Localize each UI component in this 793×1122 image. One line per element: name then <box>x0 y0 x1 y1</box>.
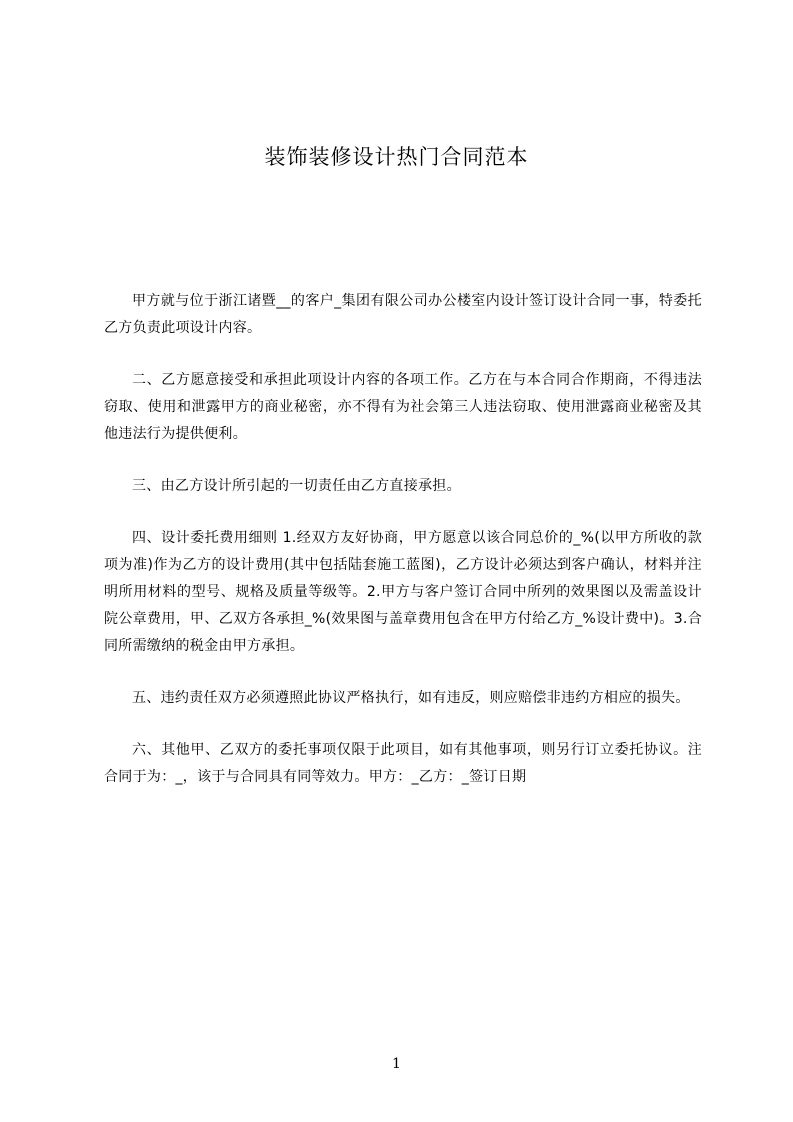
paragraph-section-2: 二、乙方愿意接受和承担此项设计内容的各项工作。乙方在与本合同合作期商，不得违法窃取、使用和泄露甲方的商业秘密，亦不得有为社会第三人违法窃取、使用泄露商业秘密及其他违法行为提供便利。 <box>104 372 702 442</box>
page-number: 1 <box>392 1056 401 1072</box>
document-title: 装饰装修设计热门合同范本 <box>264 145 529 169</box>
paragraph-section-4: 四、设计委托费用细则 1.经双方友好协商，甲方愿意以该合同总价的_%(以甲方所收的款项为准)作为乙方的设计费用(其中包括陆套施工蓝图)，乙方设计必须达到客户确认，材料并注明所用材料的型号、规格及质量等级等。2.甲方与客户签订合同中所列的效果图以及需盖设计院公章费用，甲、乙双方各承担_%(效果图与盖章费用包含在甲方付给乙方_%设计费中)。3.合同所需缴纳的税金由甲方承担。 <box>104 530 702 654</box>
paragraph-section-3: 三、由乙方设计所引起的一切责任由乙方直接承担。 <box>132 478 461 494</box>
paragraph-section-5: 五、违约责任双方必须遵照此协议严格执行，如有违反，则应赔偿非违约方相应的损失。 <box>132 690 690 706</box>
paragraph-section-6: 六、其他甲、乙双方的委托事项仅限于此项目，如有其他事项，则另行订立委托协议。注合同于为：_，该于与合同具有同等效力。甲方：_乙方：_签订日期 <box>104 742 702 785</box>
paragraph-intro: 甲方就与位于浙江诸暨__的客户_集团有限公司办公楼室内设计签订设计合同一事，特委托乙方负责此项设计内容。 <box>104 293 702 336</box>
document-body <box>104 288 702 816</box>
